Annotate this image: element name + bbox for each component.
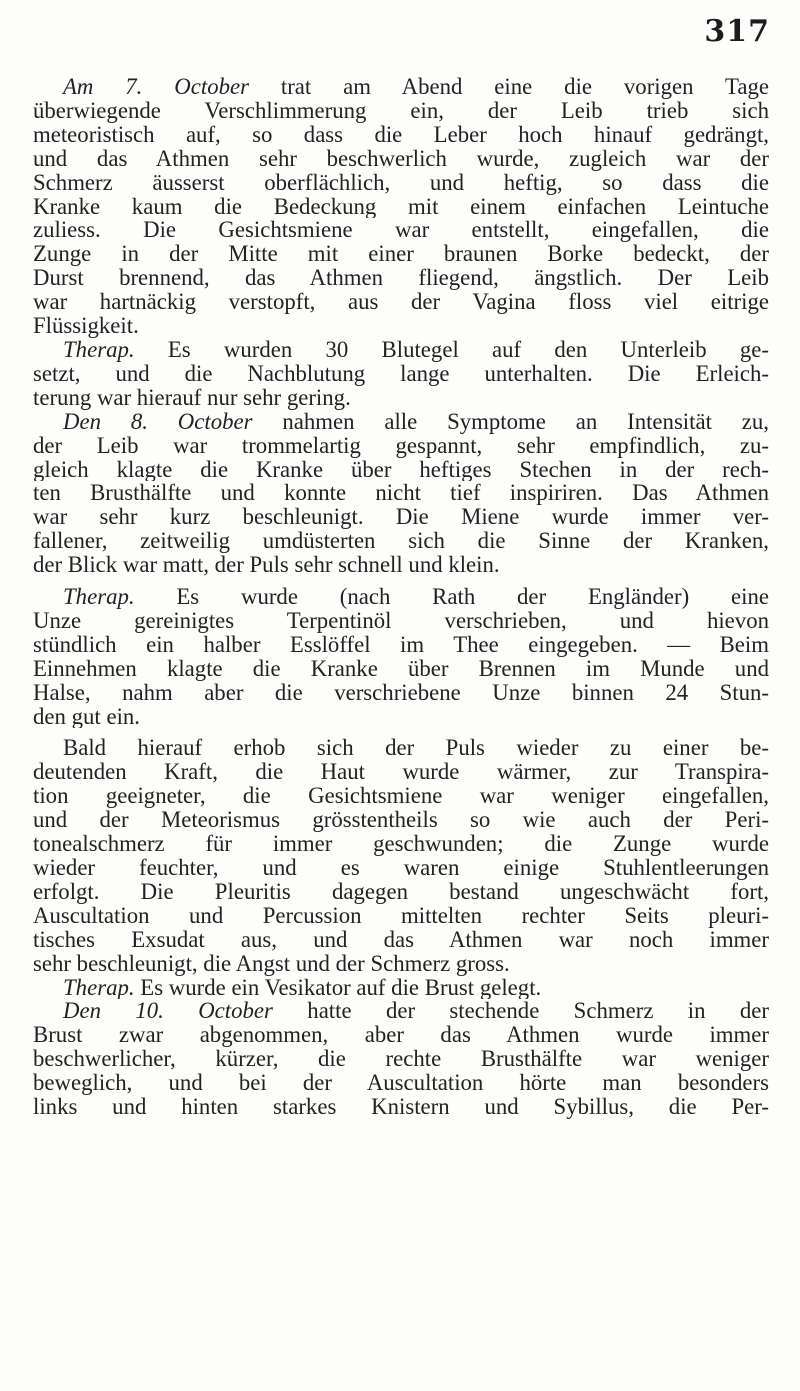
- text-line: [33, 976, 769, 1000]
- paragraph-improvement: [33, 736, 769, 975]
- paragraph-lead: Den 10. October: [63, 999, 273, 1024]
- paragraph-october-8: [33, 410, 769, 577]
- text-line: stündlich ein halber Esslöffel im Thee eingegeben. — Beim: [33, 632, 769, 657]
- paragraph-therapy-1: [33, 338, 769, 410]
- text-line: Schmerz äusserst oberflächlich, und heftig, so dass die: [33, 170, 769, 195]
- text-line: Durst brennend, das Athmen fliegend, ängstlich. Der Leib: [33, 266, 769, 291]
- text-line-content: Es wurden 30 Blutegel auf den Unterleib ge-: [134, 337, 769, 362]
- paragraph-lead: Therap.: [63, 337, 135, 362]
- text-line: ten Brusthälfte und konnte nicht tief inspiriren. Das Athmen: [33, 481, 769, 506]
- text-line: Zunge in der Mitte mit einer braunen Borke bedeckt, der: [33, 242, 769, 267]
- text-line: und das Athmen sehr beschwerlich wurde, zugleich war der: [33, 146, 769, 171]
- paragraph-lead: Den 8. October: [63, 409, 253, 434]
- text-line: [33, 585, 769, 609]
- paragraph-therapy-3: [33, 976, 769, 1000]
- text-line-content: nahmen alle Symptome an Intensität zu,: [252, 409, 769, 434]
- text-line: zuliess. Die Gesichtsmiene war entstellt, eingefallen, die: [33, 218, 769, 243]
- text-line: fallener, zeitweilig umdüsterten sich die Sinne der Kranken,: [33, 529, 769, 554]
- text-line: Flüssigkeit.: [33, 314, 139, 338]
- body-text: [33, 75, 769, 1119]
- paragraph-lead: Therap.: [63, 975, 135, 1000]
- text-line-content: Es wurde (nach Rath der Engländer) eine: [134, 585, 769, 609]
- text-line: tion geeigneter, die Gesichtsmiene war weniger eingefallen,: [33, 784, 769, 809]
- text-line: Unze gereinigtes Terpentinöl verschrieben, und hievon: [33, 608, 769, 633]
- text-line: deutenden Kraft, die Haut wurde wärmer, zur Transpira-: [33, 760, 769, 785]
- text-line-content: hatte der stechende Schmerz in der: [272, 999, 769, 1024]
- text-line: war sehr kurz beschleunigt. Die Miene wurde immer ver-: [33, 505, 769, 530]
- paragraph-therapy-2: [33, 585, 769, 728]
- text-line: beschwerlicher, kürzer, die rechte Brusthälfte war weniger: [33, 1047, 769, 1072]
- text-line: tonealschmerz für immer geschwunden; die Zunge wurde: [33, 832, 769, 856]
- paragraph-lead: Therap.: [63, 585, 135, 609]
- text-line: sehr beschleunigt, die Angst und der Schmerz gross.: [33, 951, 510, 976]
- text-line: Bald hierauf erhob sich der Puls wieder zu einer be-: [63, 736, 769, 761]
- text-line: Brust zwar abgenommen, aber das Athmen wurde immer: [33, 1023, 769, 1048]
- text-line: [33, 75, 769, 99]
- text-line: wieder feuchter, und es waren einige Stuhlentleerungen: [33, 856, 769, 880]
- paragraph-lead: Am 7. October: [63, 75, 249, 99]
- text-line: und der Meteorismus grösstentheils so wie auch der Peri-: [33, 808, 769, 833]
- text-line: Einnehmen klagte die Kranke über Brennen im Munde und: [33, 656, 769, 681]
- text-line: Halse, nahm aber die verschriebene Unze binnen 24 Stun-: [33, 680, 769, 705]
- text-line: erfolgt. Die Pleuritis dagegen bestand ungeschwächt fort,: [33, 879, 769, 904]
- paragraph-october-10: [33, 999, 769, 1119]
- text-line: [33, 999, 769, 1023]
- text-line-content: Es wurde ein Vesikator auf die Brust gelegt.: [134, 975, 542, 1000]
- text-line: Kranke kaum die Bedeckung mit einem einfachen Leintuche: [33, 194, 769, 219]
- text-line: tisches Exsudat aus, und das Athmen war noch immer: [33, 927, 769, 952]
- text-line: [33, 338, 769, 362]
- text-line: war hartnäckig verstopft, aus der Vagina floss viel eitrige: [33, 290, 769, 315]
- text-line-content: trat am Abend eine die vorigen Tage: [248, 75, 769, 99]
- text-line: gleich klagte die Kranke über heftiges Stechen in der rech-: [33, 457, 769, 482]
- text-line: Auscultation und Percussion mittelten rechter Seits pleuri-: [33, 903, 769, 928]
- text-line: [33, 410, 769, 434]
- text-line: der Blick war matt, der Puls sehr schnell und klein.: [33, 553, 500, 578]
- text-line: setzt, und die Nachblutung lange unterhalten. Die Erleich-: [33, 361, 769, 386]
- text-line: beweglich, und bei der Auscultation hörte man besonders: [33, 1071, 769, 1096]
- text-line: meteoristisch auf, so dass die Leber hoch hinauf gedrängt,: [33, 122, 769, 147]
- text-line: überwiegende Verschlimmerung ein, der Leib trieb sich: [33, 98, 769, 123]
- paragraph-october-7: [33, 75, 769, 338]
- text-line: den gut ein.: [33, 704, 140, 729]
- text-line: terung war hierauf nur sehr gering.: [33, 385, 351, 410]
- text-line: links und hinten starkes Knistern und Sybillus, die Per-: [33, 1095, 769, 1119]
- text-line: der Leib war trommelartig gespannt, sehr empfindlich, zu-: [33, 433, 769, 458]
- page-number: 317: [704, 14, 770, 49]
